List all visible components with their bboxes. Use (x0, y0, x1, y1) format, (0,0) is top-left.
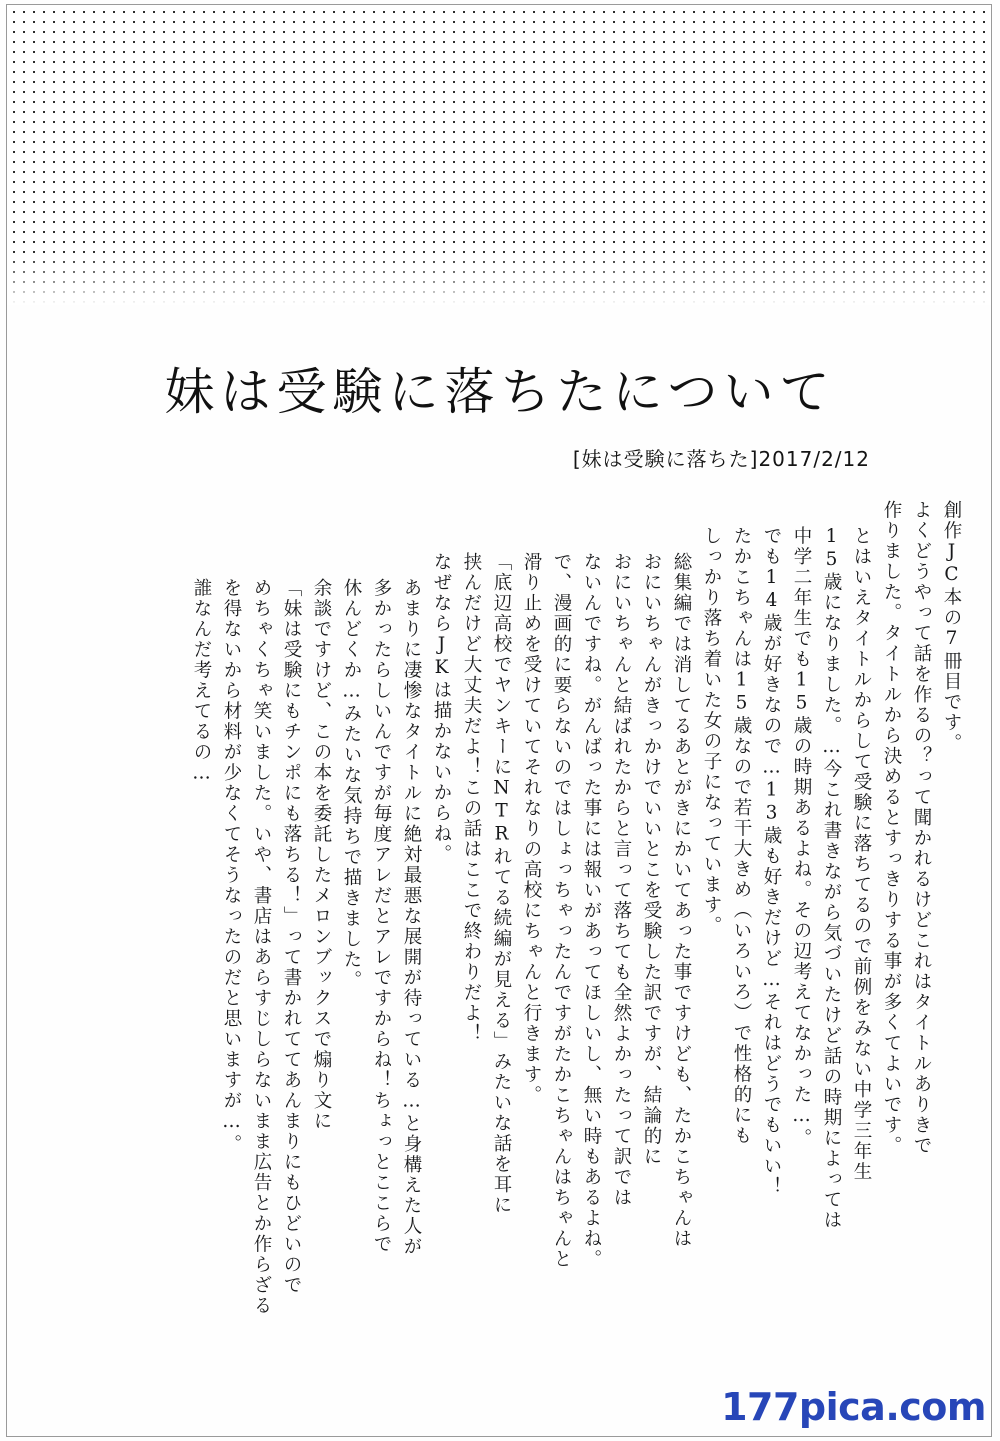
afterword-column: 15歳になりました。…今これ書きながら気づいたけど話の時期によっては (821, 526, 842, 1231)
afterword-column: めちゃくちゃ笑いました。いや、書店はあらすじしらないまま広告とか作らざる (251, 578, 272, 1316)
site-watermark: 177pica.com (721, 1385, 986, 1429)
afterword-column: を得ないから材料が少なくてそうなったのだと思いますが…。 (221, 578, 242, 1155)
page-title-block (0, 352, 1000, 424)
page-subtitle: [妹は受験に落ちた]2017/2/12 (572, 447, 870, 471)
page-title: 妹は受験に落ちたについて (164, 363, 836, 421)
afterword-column: 誰なんだ考えてるの… (191, 578, 212, 786)
afterword-column: しっかり落ち着いた女の子になっています。 (701, 526, 722, 936)
afterword-column: 休んどくか…みたいな気持ちで描きました。 (341, 578, 362, 991)
afterword-column: たかこちゃんは15歳なので若干大きめ（いろいろ）で性格的にも (731, 526, 752, 1146)
afterword-column: 中学二年生でも15歳の時期あるよね。その辺考えてなかった…。 (791, 526, 812, 1149)
afterword-column: でも14歳が好きなので…13歳も好きだけど…それはどうでもいい！ (761, 526, 782, 1197)
afterword-column: おにいちゃんがきっかけでいいとこを受験した訳ですが、結論的に (641, 552, 662, 1167)
afterword-column: 作りました。タイトルから決めるとすっきりする事が多くてよいです。 (881, 500, 902, 1156)
afterword-column: とはいえタイトルからして受験に落ちてるので前例をみない中学三年生 (851, 526, 872, 1182)
afterword-column: なぜならJKは描かないからね。 (431, 552, 452, 865)
afterword-column: おにいちゃんと結ばれたからと言って落ちても全然よかったって訳では (611, 552, 632, 1208)
halftone-fade-overlay (7, 5, 991, 305)
afterword-column: 総集編では消してるあとがきにかいてあった事ですけども、たかこちゃんは (671, 552, 692, 1249)
afterword-text-block (40, 500, 960, 1340)
afterword-column: 「底辺高校でヤンキーにNTRれてる続編が見える」みたいな話を耳に (491, 552, 512, 1216)
afterword-column: あまりに凄惨なタイトルに絶対最悪な展開が待っている…と身構えた人が (401, 578, 422, 1257)
afterword-column: 多かったらしいんですが毎度アレだとアレですからね！ちょっとここらで (371, 578, 392, 1255)
afterword-column: で、漫画的に要らないのではしょっちゃったんですがたかこちゃんはちゃんと (551, 552, 572, 1270)
afterword-column: 滑り止めを受けていてそれなりの高校にちゃんと行きます。 (521, 552, 542, 1106)
afterword-column: 創作JC本の7冊目です。 (941, 500, 962, 754)
afterword-column: 余談ですけど、この本を委託したメロンブックスで煽り文に (311, 578, 332, 1132)
page-border-bottom (6, 1436, 992, 1437)
page-border-right (991, 4, 992, 1437)
afterword-column: ないんですね。がんばった事には報いがあってほしいし、無い時もあるよね。 (581, 552, 602, 1270)
afterword-column: 挟んだけど大丈夫だよ！この話はここで終わりだよ！ (461, 552, 482, 1044)
afterword-column: よくどうやって話を作るの？って聞かれるけどこれはタイトルありきで (911, 500, 932, 1156)
afterword-column: 「妹は受験にもチンポにも落ちる！」って書かれててあんまりにもひどいので (281, 578, 302, 1296)
